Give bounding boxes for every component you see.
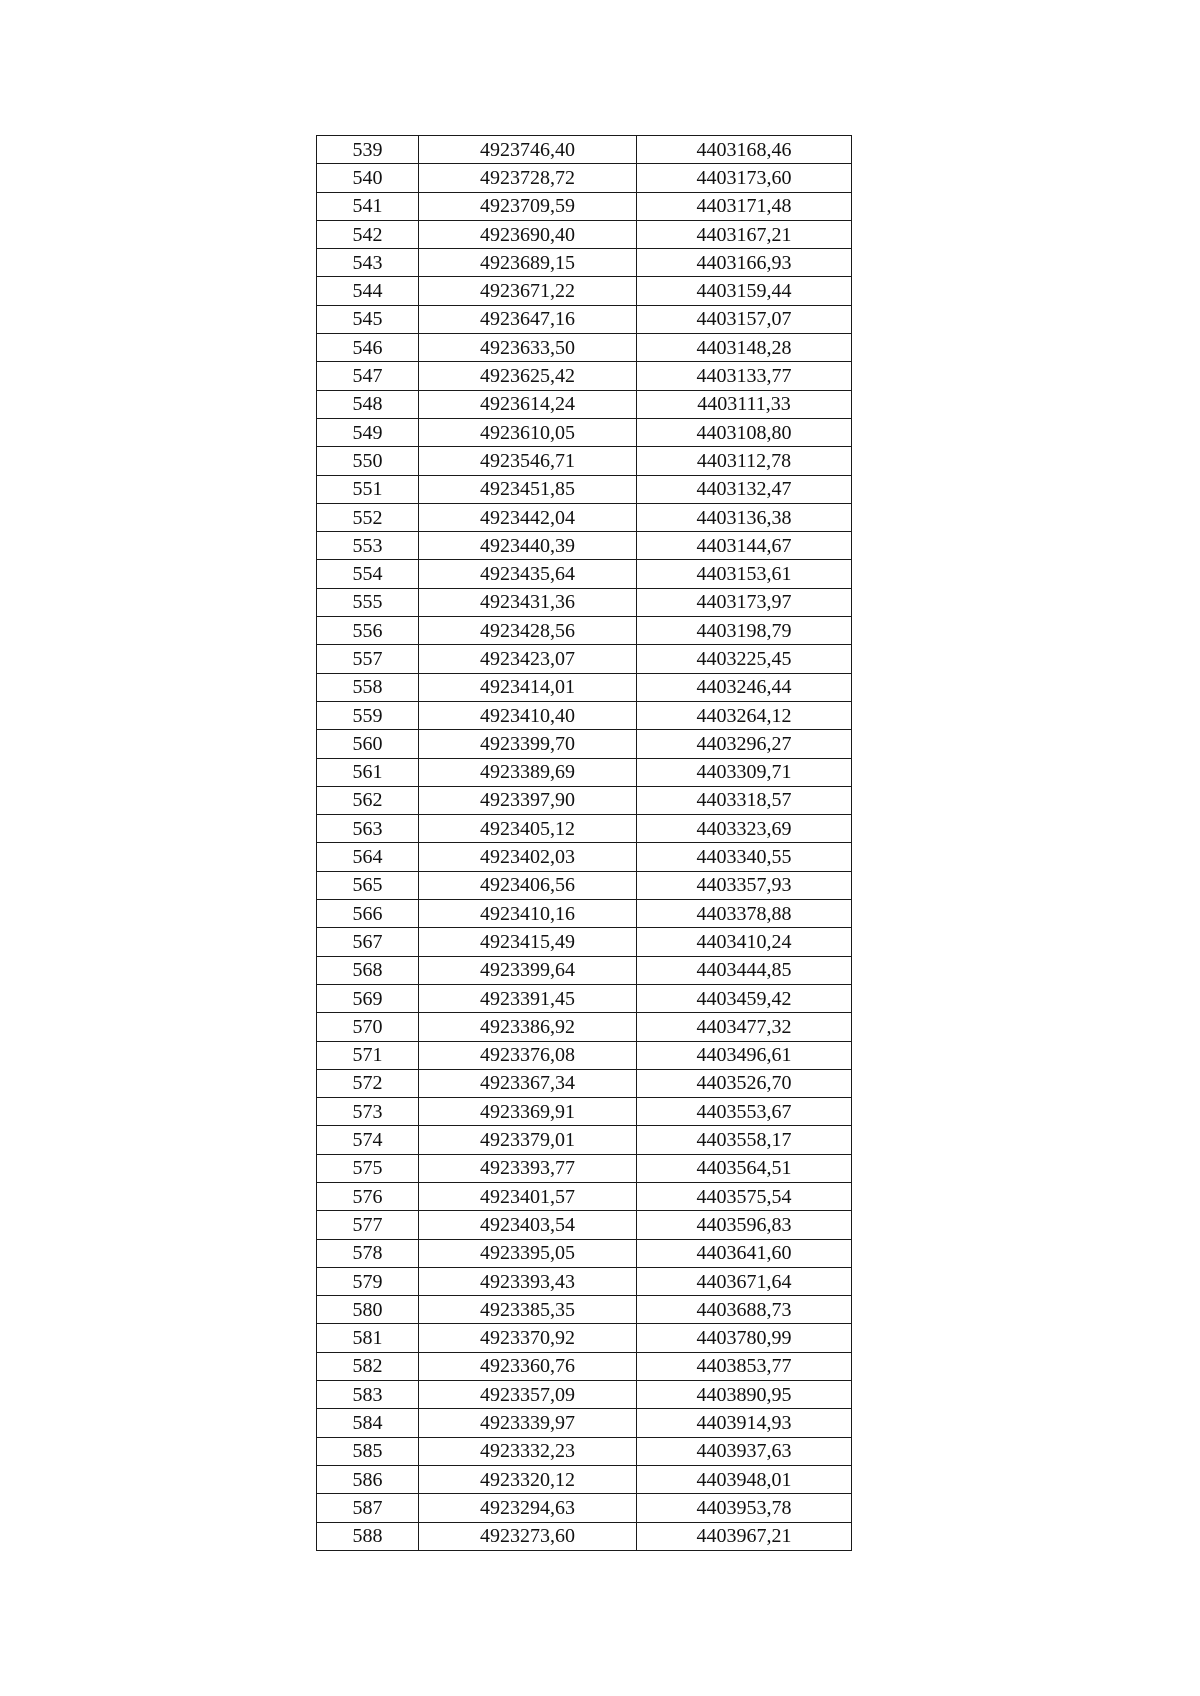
table-row (317, 758, 852, 786)
y-coordinate-cell: 4403688,73 (637, 1296, 852, 1324)
x-coordinate-cell: 4923367,34 (419, 1069, 637, 1097)
point-number-cell: 579 (317, 1267, 419, 1295)
table-row (317, 220, 852, 248)
point-number-cell: 556 (317, 617, 419, 645)
x-coordinate-cell: 4923410,16 (419, 900, 637, 928)
y-coordinate-cell: 4403340,55 (637, 843, 852, 871)
y-coordinate-cell: 4403171,48 (637, 192, 852, 220)
x-coordinate-cell: 4923386,92 (419, 1013, 637, 1041)
y-coordinate-cell: 4403296,27 (637, 730, 852, 758)
y-coordinate-cell: 4403953,78 (637, 1494, 852, 1522)
table-row (317, 786, 852, 814)
table-row (317, 1211, 852, 1239)
table-row (317, 1267, 852, 1295)
x-coordinate-cell: 4923431,36 (419, 588, 637, 616)
x-coordinate-cell: 4923546,71 (419, 447, 637, 475)
point-number-cell: 572 (317, 1069, 419, 1097)
y-coordinate-cell: 4403166,93 (637, 249, 852, 277)
x-coordinate-cell: 4923376,08 (419, 1041, 637, 1069)
y-coordinate-cell: 4403575,54 (637, 1182, 852, 1210)
point-number-cell: 553 (317, 532, 419, 560)
x-coordinate-cell: 4923360,76 (419, 1352, 637, 1380)
y-coordinate-cell: 4403357,93 (637, 871, 852, 899)
table-row (317, 1126, 852, 1154)
x-coordinate-cell: 4923709,59 (419, 192, 637, 220)
y-coordinate-cell: 4403246,44 (637, 673, 852, 701)
y-coordinate-cell: 4403780,99 (637, 1324, 852, 1352)
point-number-cell: 557 (317, 645, 419, 673)
table-row (317, 136, 852, 164)
point-number-cell: 545 (317, 305, 419, 333)
point-number-cell: 577 (317, 1211, 419, 1239)
x-coordinate-cell: 4923391,45 (419, 984, 637, 1012)
point-number-cell: 575 (317, 1154, 419, 1182)
point-number-cell: 544 (317, 277, 419, 305)
table-row (317, 249, 852, 277)
point-number-cell: 564 (317, 843, 419, 871)
y-coordinate-cell: 4403132,47 (637, 475, 852, 503)
point-number-cell: 567 (317, 928, 419, 956)
y-coordinate-cell: 4403148,28 (637, 334, 852, 362)
point-number-cell: 543 (317, 249, 419, 277)
x-coordinate-cell: 4923339,97 (419, 1409, 637, 1437)
point-number-cell: 540 (317, 164, 419, 192)
x-coordinate-cell: 4923690,40 (419, 220, 637, 248)
coordinates-table (316, 135, 852, 1551)
point-number-cell: 585 (317, 1437, 419, 1465)
table-row (317, 1522, 852, 1550)
x-coordinate-cell: 4923397,90 (419, 786, 637, 814)
table-row (317, 928, 852, 956)
point-number-cell: 584 (317, 1409, 419, 1437)
table-row (317, 673, 852, 701)
x-coordinate-cell: 4923625,42 (419, 362, 637, 390)
y-coordinate-cell: 4403596,83 (637, 1211, 852, 1239)
point-number-cell: 550 (317, 447, 419, 475)
x-coordinate-cell: 4923423,07 (419, 645, 637, 673)
table-row (317, 1409, 852, 1437)
x-coordinate-cell: 4923320,12 (419, 1465, 637, 1493)
y-coordinate-cell: 4403133,77 (637, 362, 852, 390)
table-row (317, 532, 852, 560)
x-coordinate-cell: 4923273,60 (419, 1522, 637, 1550)
y-coordinate-cell: 4403168,46 (637, 136, 852, 164)
table-row (317, 503, 852, 531)
table-row (317, 588, 852, 616)
y-coordinate-cell: 4403173,97 (637, 588, 852, 616)
x-coordinate-cell: 4923405,12 (419, 815, 637, 843)
x-coordinate-cell: 4923610,05 (419, 418, 637, 446)
x-coordinate-cell: 4923389,69 (419, 758, 637, 786)
y-coordinate-cell: 4403890,95 (637, 1381, 852, 1409)
table-row (317, 871, 852, 899)
point-number-cell: 568 (317, 956, 419, 984)
table-row (317, 418, 852, 446)
y-coordinate-cell: 4403198,79 (637, 617, 852, 645)
x-coordinate-cell: 4923393,43 (419, 1267, 637, 1295)
y-coordinate-cell: 4403496,61 (637, 1041, 852, 1069)
x-coordinate-cell: 4923647,16 (419, 305, 637, 333)
table-row (317, 1182, 852, 1210)
y-coordinate-cell: 4403853,77 (637, 1352, 852, 1380)
point-number-cell: 582 (317, 1352, 419, 1380)
x-coordinate-cell: 4923294,63 (419, 1494, 637, 1522)
y-coordinate-cell: 4403318,57 (637, 786, 852, 814)
point-number-cell: 559 (317, 701, 419, 729)
table-row (317, 475, 852, 503)
point-number-cell: 561 (317, 758, 419, 786)
table-row (317, 447, 852, 475)
y-coordinate-cell: 4403264,12 (637, 701, 852, 729)
point-number-cell: 563 (317, 815, 419, 843)
x-coordinate-cell: 4923385,35 (419, 1296, 637, 1324)
table-row (317, 192, 852, 220)
y-coordinate-cell: 4403153,61 (637, 560, 852, 588)
y-coordinate-cell: 4403111,33 (637, 390, 852, 418)
table-row (317, 843, 852, 871)
point-number-cell: 558 (317, 673, 419, 701)
y-coordinate-cell: 4403136,38 (637, 503, 852, 531)
x-coordinate-cell: 4923402,03 (419, 843, 637, 871)
x-coordinate-cell: 4923435,64 (419, 560, 637, 588)
x-coordinate-cell: 4923633,50 (419, 334, 637, 362)
y-coordinate-cell: 4403477,32 (637, 1013, 852, 1041)
point-number-cell: 547 (317, 362, 419, 390)
table-row (317, 1154, 852, 1182)
x-coordinate-cell: 4923399,70 (419, 730, 637, 758)
x-coordinate-cell: 4923440,39 (419, 532, 637, 560)
y-coordinate-cell: 4403144,67 (637, 532, 852, 560)
x-coordinate-cell: 4923332,23 (419, 1437, 637, 1465)
point-number-cell: 569 (317, 984, 419, 1012)
point-number-cell: 566 (317, 900, 419, 928)
table-row (317, 1013, 852, 1041)
point-number-cell: 576 (317, 1182, 419, 1210)
point-number-cell: 560 (317, 730, 419, 758)
x-coordinate-cell: 4923428,56 (419, 617, 637, 645)
y-coordinate-cell: 4403410,24 (637, 928, 852, 956)
table-row (317, 1098, 852, 1126)
x-coordinate-cell: 4923399,64 (419, 956, 637, 984)
y-coordinate-cell: 4403157,07 (637, 305, 852, 333)
table-row (317, 645, 852, 673)
point-number-cell: 570 (317, 1013, 419, 1041)
y-coordinate-cell: 4403937,63 (637, 1437, 852, 1465)
point-number-cell: 583 (317, 1381, 419, 1409)
y-coordinate-cell: 4403641,60 (637, 1239, 852, 1267)
point-number-cell: 555 (317, 588, 419, 616)
point-number-cell: 573 (317, 1098, 419, 1126)
table-row (317, 1494, 852, 1522)
y-coordinate-cell: 4403378,88 (637, 900, 852, 928)
table-row (317, 1239, 852, 1267)
point-number-cell: 552 (317, 503, 419, 531)
y-coordinate-cell: 4403112,78 (637, 447, 852, 475)
table-row (317, 900, 852, 928)
y-coordinate-cell: 4403553,67 (637, 1098, 852, 1126)
table-row (317, 334, 852, 362)
table-row (317, 984, 852, 1012)
table-row (317, 390, 852, 418)
table-row (317, 1381, 852, 1409)
table-row (317, 1296, 852, 1324)
point-number-cell: 578 (317, 1239, 419, 1267)
y-coordinate-cell: 4403173,60 (637, 164, 852, 192)
y-coordinate-cell: 4403948,01 (637, 1465, 852, 1493)
table-row (317, 1041, 852, 1069)
x-coordinate-cell: 4923393,77 (419, 1154, 637, 1182)
y-coordinate-cell: 4403159,44 (637, 277, 852, 305)
point-number-cell: 580 (317, 1296, 419, 1324)
x-coordinate-cell: 4923395,05 (419, 1239, 637, 1267)
x-coordinate-cell: 4923746,40 (419, 136, 637, 164)
y-coordinate-cell: 4403914,93 (637, 1409, 852, 1437)
point-number-cell: 562 (317, 786, 419, 814)
y-coordinate-cell: 4403108,80 (637, 418, 852, 446)
point-number-cell: 574 (317, 1126, 419, 1154)
x-coordinate-cell: 4923410,40 (419, 701, 637, 729)
x-coordinate-cell: 4923415,49 (419, 928, 637, 956)
table-row (317, 362, 852, 390)
point-number-cell: 541 (317, 192, 419, 220)
table-row (317, 815, 852, 843)
y-coordinate-cell: 4403564,51 (637, 1154, 852, 1182)
point-number-cell: 588 (317, 1522, 419, 1550)
point-number-cell: 551 (317, 475, 419, 503)
point-number-cell: 565 (317, 871, 419, 899)
x-coordinate-cell: 4923370,92 (419, 1324, 637, 1352)
x-coordinate-cell: 4923357,09 (419, 1381, 637, 1409)
table-row (317, 617, 852, 645)
y-coordinate-cell: 4403967,21 (637, 1522, 852, 1550)
point-number-cell: 542 (317, 220, 419, 248)
table-row (317, 1352, 852, 1380)
y-coordinate-cell: 4403323,69 (637, 815, 852, 843)
y-coordinate-cell: 4403671,64 (637, 1267, 852, 1295)
x-coordinate-cell: 4923614,24 (419, 390, 637, 418)
point-number-cell: 539 (317, 136, 419, 164)
table-row (317, 305, 852, 333)
table-row (317, 560, 852, 588)
y-coordinate-cell: 4403444,85 (637, 956, 852, 984)
x-coordinate-cell: 4923451,85 (419, 475, 637, 503)
point-number-cell: 549 (317, 418, 419, 446)
point-number-cell: 581 (317, 1324, 419, 1352)
x-coordinate-cell: 4923369,91 (419, 1098, 637, 1126)
point-number-cell: 586 (317, 1465, 419, 1493)
table-row (317, 277, 852, 305)
x-coordinate-cell: 4923689,15 (419, 249, 637, 277)
table-row (317, 164, 852, 192)
table-row (317, 1437, 852, 1465)
y-coordinate-cell: 4403167,21 (637, 220, 852, 248)
x-coordinate-cell: 4923379,01 (419, 1126, 637, 1154)
table-row (317, 730, 852, 758)
point-number-cell: 554 (317, 560, 419, 588)
table-row (317, 1324, 852, 1352)
table-row (317, 701, 852, 729)
y-coordinate-cell: 4403526,70 (637, 1069, 852, 1097)
coordinates-table-body (317, 136, 852, 1551)
point-number-cell: 571 (317, 1041, 419, 1069)
point-number-cell: 546 (317, 334, 419, 362)
x-coordinate-cell: 4923442,04 (419, 503, 637, 531)
point-number-cell: 587 (317, 1494, 419, 1522)
table-row (317, 1465, 852, 1493)
x-coordinate-cell: 4923406,56 (419, 871, 637, 899)
x-coordinate-cell: 4923403,54 (419, 1211, 637, 1239)
point-number-cell: 548 (317, 390, 419, 418)
y-coordinate-cell: 4403459,42 (637, 984, 852, 1012)
y-coordinate-cell: 4403558,17 (637, 1126, 852, 1154)
x-coordinate-cell: 4923728,72 (419, 164, 637, 192)
x-coordinate-cell: 4923401,57 (419, 1182, 637, 1210)
x-coordinate-cell: 4923414,01 (419, 673, 637, 701)
table-row (317, 1069, 852, 1097)
x-coordinate-cell: 4923671,22 (419, 277, 637, 305)
y-coordinate-cell: 4403309,71 (637, 758, 852, 786)
y-coordinate-cell: 4403225,45 (637, 645, 852, 673)
table-row (317, 956, 852, 984)
